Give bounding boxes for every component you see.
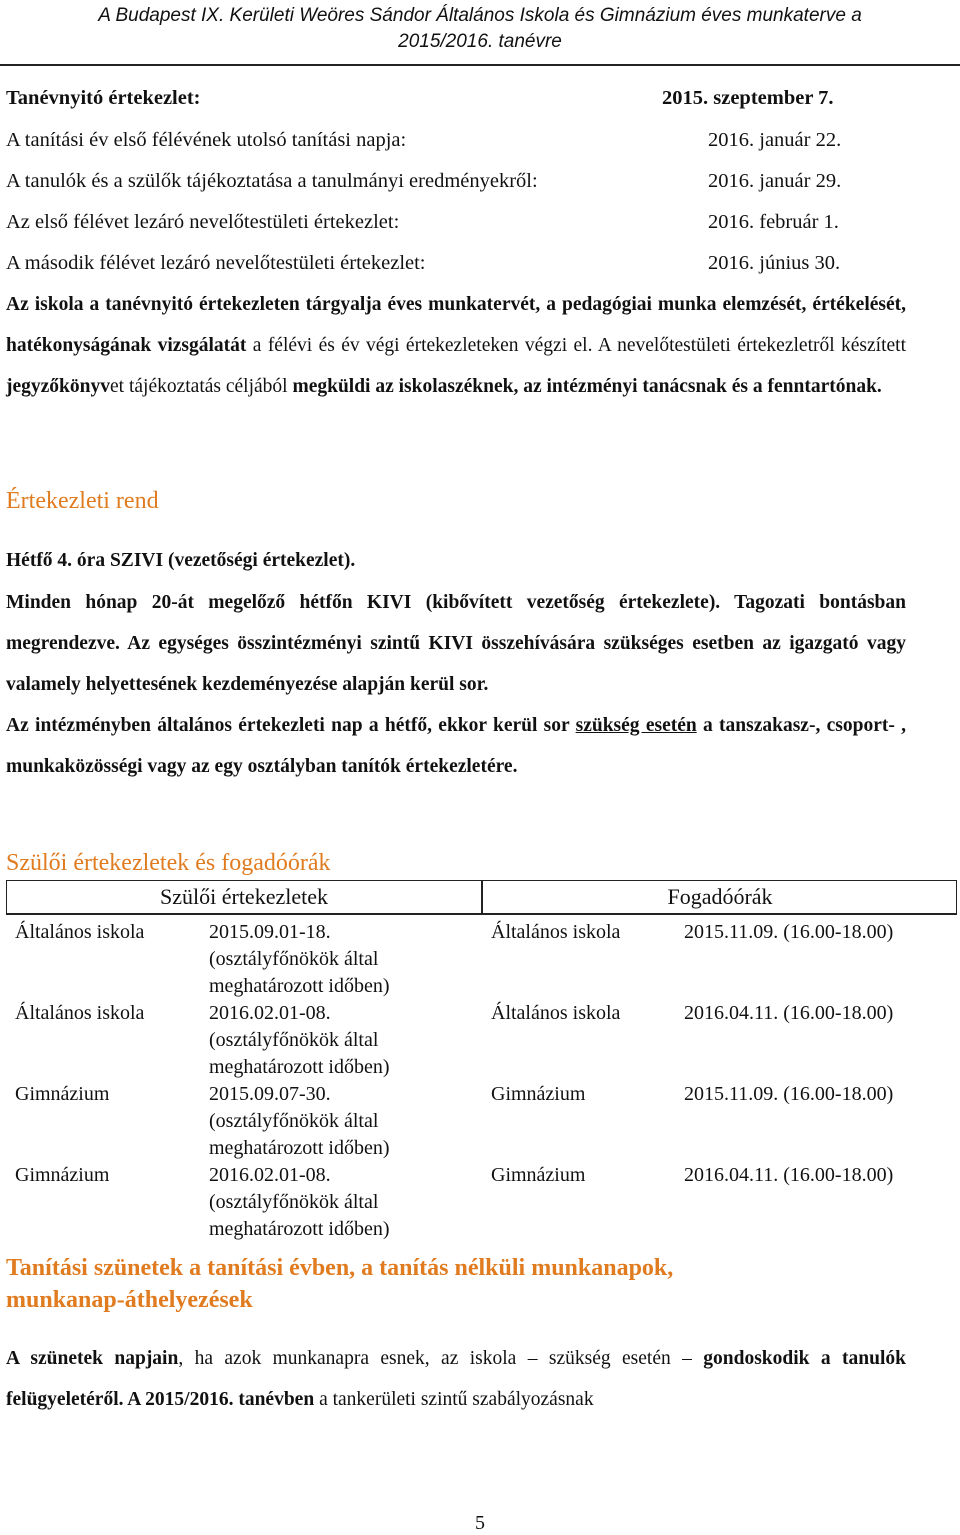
date-row (6, 170, 842, 193)
meetings-monday-line: Hétfő 4. óra SZIVI (vezetőségi értekezlet). (6, 550, 356, 571)
column-header-parent-meetings: Szülői értekezletek (160, 884, 328, 909)
date-label: A tanítási év első félévének utolsó tanítási napja: (6, 129, 407, 151)
date-label: Az első félévet lezáró nevelőtestületi értekezlet: (6, 211, 400, 233)
school-cell: Általános iskola (491, 1001, 621, 1024)
header-title-line1: A Budapest IX. Kerületi Weöres Sándor Általános Iskola és Gimnázium éves munkaterve a (98, 5, 862, 26)
holidays-paragraph: A szünetek napjain, ha azok munkanapra esnek, az iskola – szükség esetén – gondoskodik a tanulók felügyeletéről. A 2015/2016. tanévben a tankerületi szintű szabályozásnak (6, 1348, 906, 1410)
date-label: A második félévet lezáró nevelőtestületi értekezlet: (6, 252, 426, 274)
meetings-kivi-paragraph: Minden hónap 20-át megelőző hétfőn KIVI (kibővített vezetőség értekezlete). Tagozati bontásban megrendezve. Az egységes összintézményi szintű KIVI összehívására szükséges esetben az igazgató vagy valamely helyettesének kezdeményezése alapján kerül sor. (6, 592, 906, 695)
school-cell: Általános iskola (15, 920, 145, 943)
table-row (6, 919, 893, 1000)
date-value: 2016. február 1. (708, 211, 839, 233)
date-row (6, 211, 839, 234)
meeting-date-cell: 2016.02.01-08. (osztályfőnökök által meghatározott időben) (209, 1001, 390, 1078)
date-row (6, 87, 834, 110)
meeting-date-cell: 2015.09.07-30. (osztályfőnökök által meghatározott időben) (209, 1082, 390, 1159)
office-hour-cell: 2016.04.11. (16.00-18.00) (684, 1163, 894, 1186)
header-divider (0, 64, 960, 66)
school-cell: Általános iskola (491, 920, 621, 943)
table-row (6, 1081, 893, 1162)
table-row (6, 1000, 893, 1081)
meeting-date-cell: 2015.09.01-18. (osztályfőnökök által meghatározott időben) (209, 920, 390, 997)
date-value: 2016. június 30. (708, 252, 841, 274)
parent-meetings-rows (6, 919, 893, 1243)
office-hour-cell: 2015.11.09. (16.00-18.00) (684, 920, 894, 943)
date-value: 2016. január 22. (708, 129, 842, 151)
school-cell: Általános iskola (15, 1001, 145, 1024)
date-row (6, 129, 842, 152)
parent-meetings-table (6, 880, 957, 1243)
office-hour-cell: 2015.11.09. (16.00-18.00) (684, 1082, 894, 1105)
table-header (6, 880, 957, 913)
header-title-line2: 2015/2016. tanévre (398, 31, 562, 52)
section-title-holidays: Tanítási szünetek a tanítási évben, a tanítás nélküli munkanapok, munkanap-áthelyezések (6, 1255, 674, 1313)
evaluation-paragraph: Az iskola a tanévnyitó értekezleten tárgyalja éves munkatervét, a pedagógiai munka elemzését, értékelését, hatékonyságának vizsgálatát a félévi és év végi értekezleteken végzi el. A nevelőtestületi értekezletről készített jegyzőkönyvet tájékoztatás céljából megküldi az iskolaszéknek, az intézményi tanácsnak és a fenntartónak. (6, 294, 906, 397)
school-cell: Gimnázium (15, 1082, 110, 1105)
table-header-rule (6, 913, 957, 915)
date-row (6, 252, 841, 275)
office-hour-cell: 2016.04.11. (16.00-18.00) (684, 1001, 894, 1024)
meetings-general-paragraph: Az intézményben általános értekezleti nap a hétfő, ekkor kerül sor szükség esetén a tanszakasz-, csoport- , munkaközösségi vagy az egy osztályban tanítók értekezletére. (6, 715, 906, 777)
column-header-office-hours: Fogadóórák (667, 884, 773, 909)
school-cell: Gimnázium (491, 1082, 586, 1105)
school-cell: Gimnázium (15, 1163, 110, 1186)
section-title-parent-meetings: Szülői értekezletek és fogadóórák (6, 850, 331, 876)
date-label: Tanévnyitó értekezlet: (6, 87, 201, 109)
date-value: 2015. szeptember 7. (662, 87, 834, 109)
school-cell: Gimnázium (491, 1163, 586, 1186)
meeting-date-cell: 2016.02.01-08. (osztályfőnökök által meghatározott időben) (209, 1163, 390, 1240)
page-number: 5 (475, 1512, 485, 1534)
section-title-meetings: Értekezleti rend (6, 488, 159, 514)
date-value: 2016. január 29. (708, 170, 842, 192)
date-label: A tanulók és a szülők tájékoztatása a tanulmányi eredményekről: (6, 170, 538, 192)
table-row (6, 1162, 893, 1243)
